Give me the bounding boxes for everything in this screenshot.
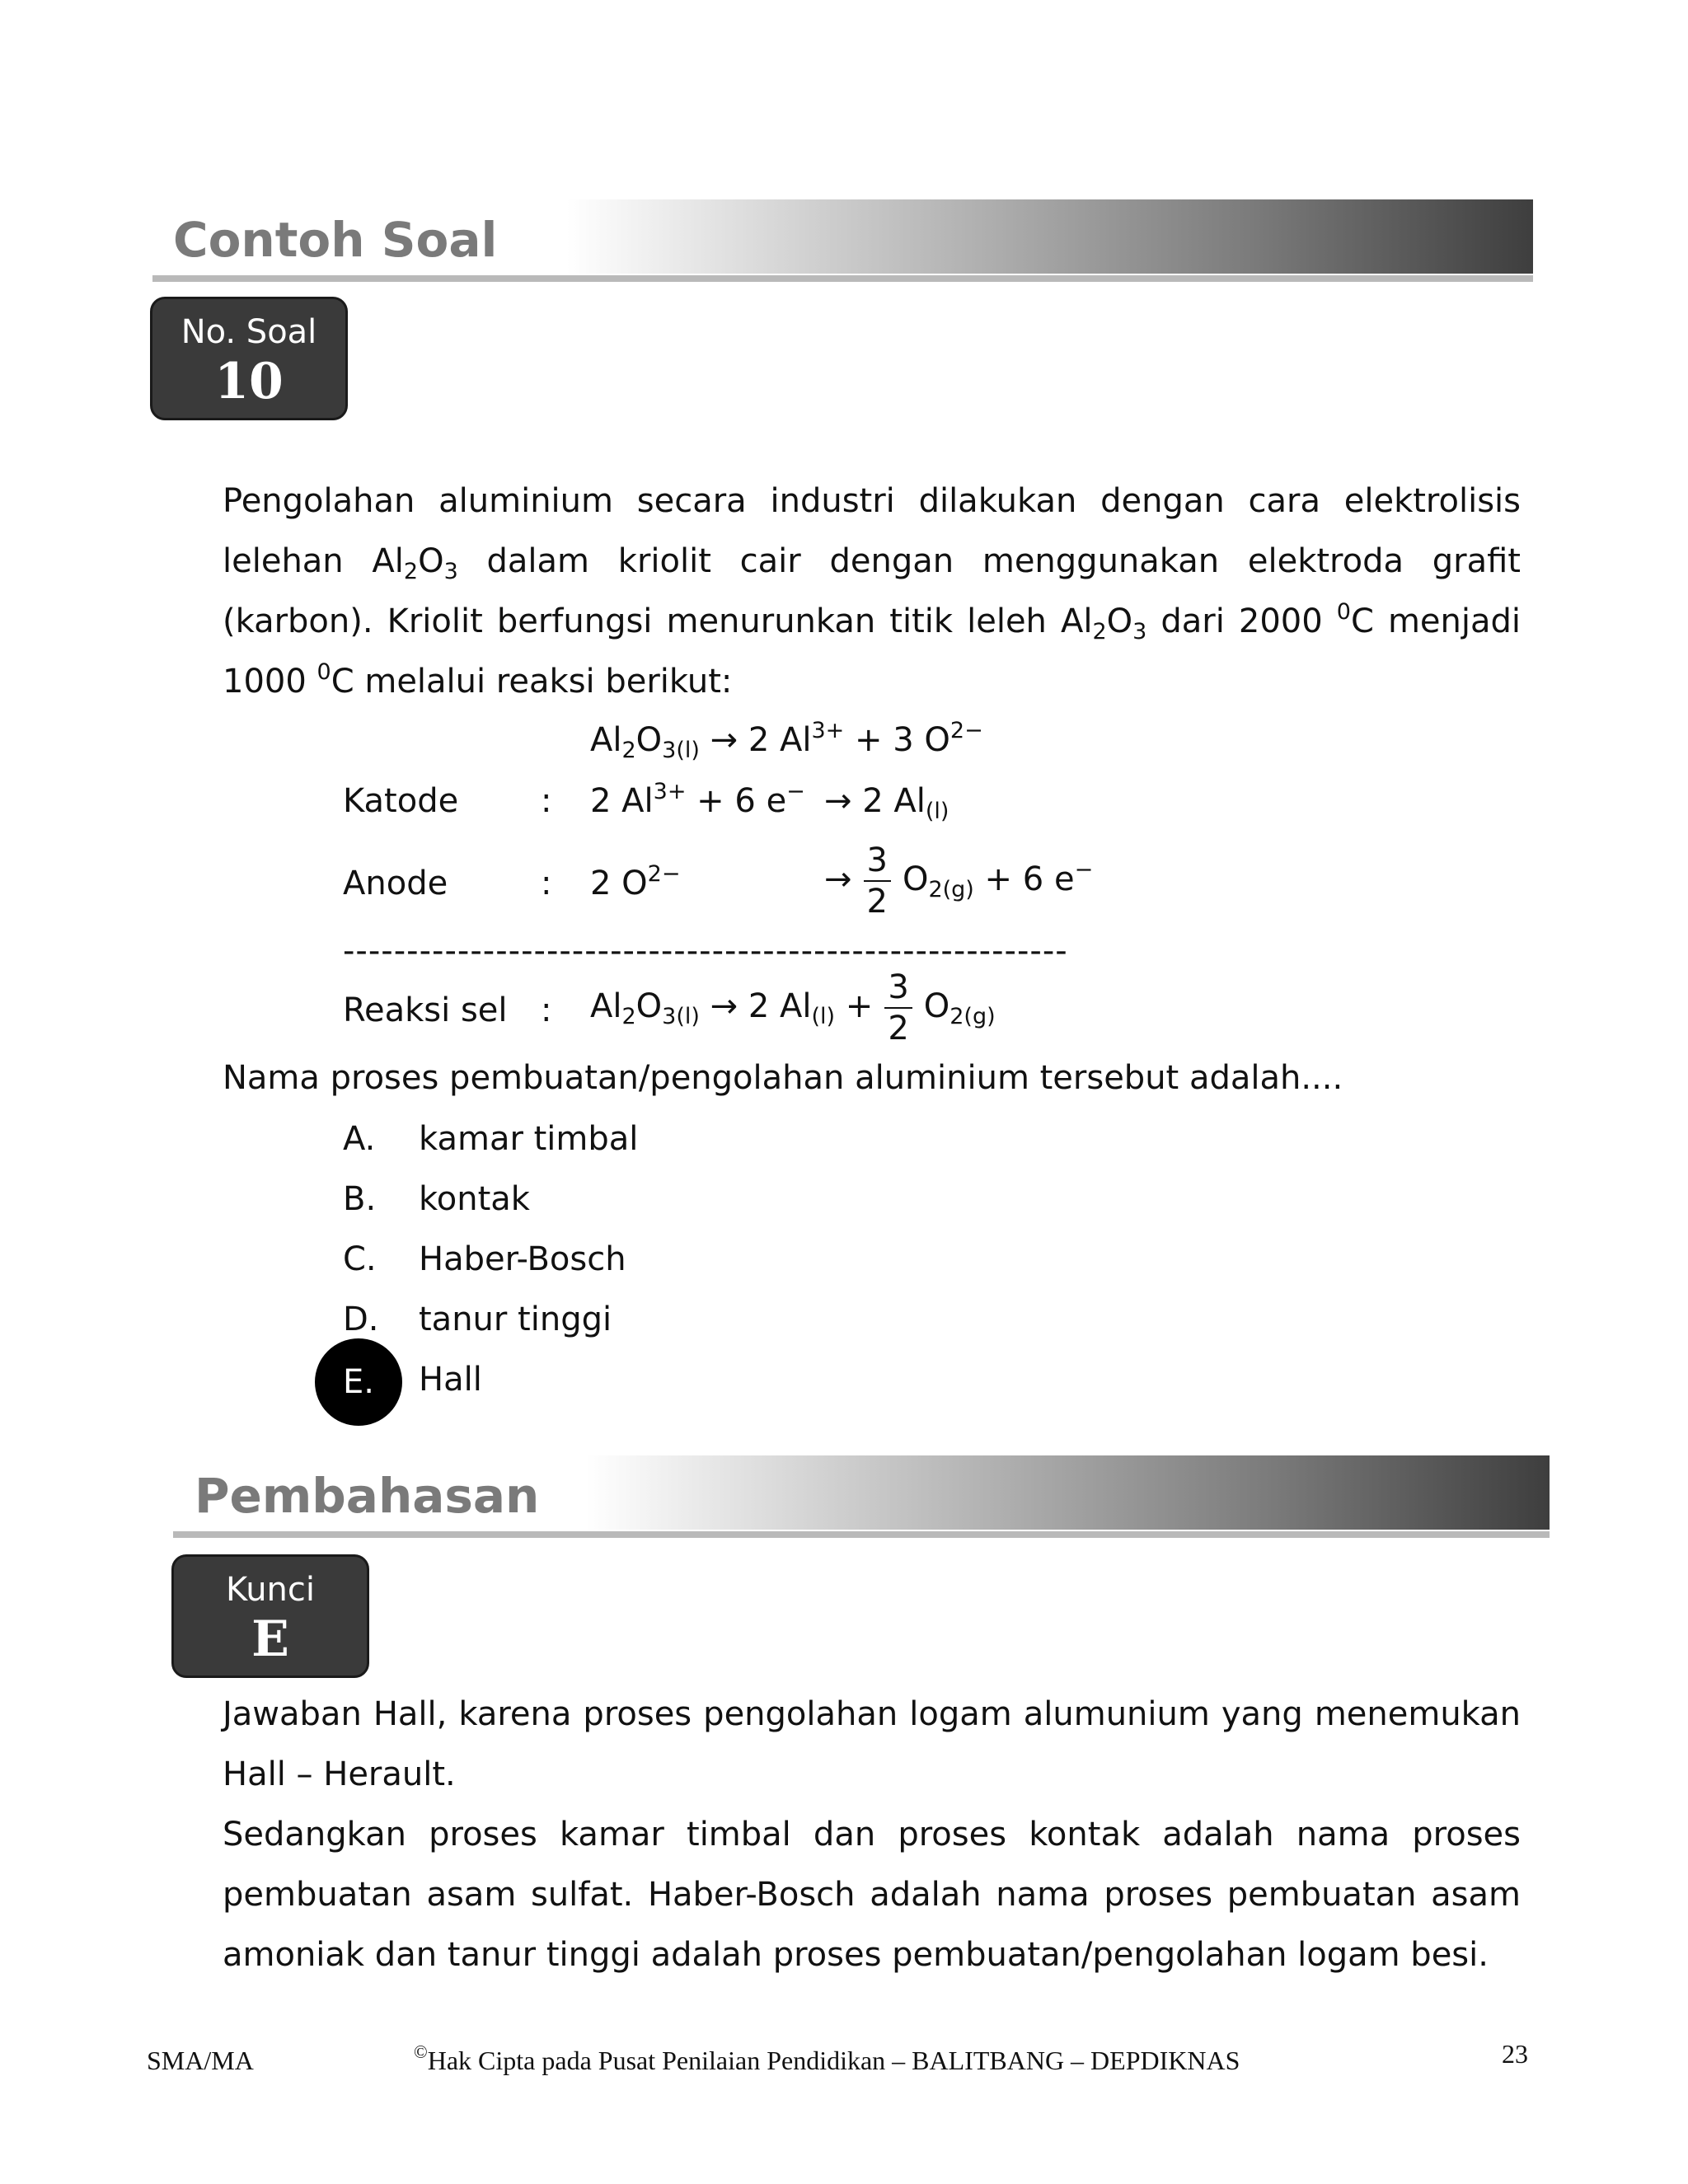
dissociation-equation: $Al_2O_{3(l)} \to 2$ $Al^{3+} + 3$ $O^{2-}$ <box>590 718 983 763</box>
discussion-line: Hall – Herault. <box>223 1755 456 1793</box>
discussion-line: Sedangkan proses kamar timbal dan proses kontak adalah nama proses <box>223 1816 1521 1854</box>
section-title: Pembahasan <box>195 1468 540 1524</box>
option-e-letter: E. <box>343 1363 374 1401</box>
anode-colon: : <box>541 865 552 902</box>
badge-label: No. Soal <box>181 313 317 351</box>
fraction: $\frac{3}{2}$ <box>884 971 912 1045</box>
question-line: lelehan $Al_2O_3$ dalam kriolit cair dengan menggunakan elektroda grafit <box>223 542 1521 584</box>
option-b-letter: B. <box>343 1180 377 1218</box>
question-number: 10 <box>214 353 284 410</box>
option-a-text: kamar timbal <box>419 1120 639 1158</box>
footer-center: ©Hak Cipta pada Pusat Penilaian Pendidikan – BALITBANG – DEPDIKNAS <box>414 2041 1240 2075</box>
question-line: Pengolahan aluminium secara industri dilakukan dengan cara elektrolisis <box>223 482 1521 520</box>
section-title: Contoh Soal <box>173 212 498 268</box>
cell-reaction-label: Reaksi sel <box>343 991 508 1029</box>
cathode-equation: 2 $Al^{3+} + 6$ e− <box>590 779 805 820</box>
cathode-product: → 2 $Al_{(l)}$ <box>824 782 950 824</box>
question-line: (karbon). Kriolit berfungsi menurunkan titik leleh $Al_2O_3$ dari 2000 $^0$C menjadi <box>223 599 1521 644</box>
question-number-badge <box>150 297 348 420</box>
option-b-text: kontak <box>419 1180 530 1218</box>
question-line: 1000 $^0$C melalui reaksi berikut: <box>223 659 733 701</box>
separator-dashes: --------------------------------------------------------- <box>343 935 1068 968</box>
option-d-letter: D. <box>343 1301 379 1338</box>
question-paragraph <box>223 471 1521 712</box>
cathode-colon: : <box>541 782 552 820</box>
option-c-letter: C. <box>343 1240 377 1278</box>
discussion-paragraph-1 <box>223 1685 1521 1805</box>
section-header-underline <box>173 1531 1550 1538</box>
footer-left: SMA/MA <box>147 2046 254 2075</box>
section-header-underline <box>152 275 1533 282</box>
option-c-text: Haber-Bosch <box>419 1240 626 1278</box>
cathode-label: Katode <box>343 782 459 820</box>
discussion-paragraph-2 <box>223 1805 1521 1985</box>
discussion-line: Jawaban Hall, karena proses pengolahan logam alumunium yang menemukan <box>223 1695 1521 1733</box>
cell-reaction-colon: : <box>541 991 552 1029</box>
discussion-line: amoniak dan tanur tinggi adalah proses pembuatan/pengolahan logam besi. <box>223 1936 1489 1974</box>
anode-product: → $\frac{3}{2}$ $O_{2(g)} + 6$ e− <box>824 841 1094 921</box>
page-number: 23 <box>1502 2039 1528 2069</box>
discussion-line: pembuatan asam sulfat. Haber-Bosch adalah nama proses pembuatan asam <box>223 1876 1521 1914</box>
question-prompt: Nama proses pembuatan/pengolahan aluminium tersebut adalah.... <box>223 1059 1343 1097</box>
option-d-text: tanur tinggi <box>419 1301 612 1338</box>
option-a-letter: A. <box>343 1120 376 1158</box>
fraction: $\frac{3}{2}$ <box>864 844 891 918</box>
anode-equation: 2 $O^{2-}$ <box>590 861 681 902</box>
option-e-text: Hall <box>419 1361 482 1399</box>
anode-label: Anode <box>343 865 448 902</box>
selected-answer-circle <box>315 1338 402 1426</box>
answer-key: E <box>251 1610 289 1668</box>
badge-label: Kunci <box>225 1571 316 1609</box>
answer-key-badge <box>171 1554 369 1678</box>
cell-reaction-equation: $Al_2O_{3(l)} \to 2$ $Al_{(l)}$ + $\frac{3}{2}$ $O_{2(g)}$ <box>590 968 996 1047</box>
